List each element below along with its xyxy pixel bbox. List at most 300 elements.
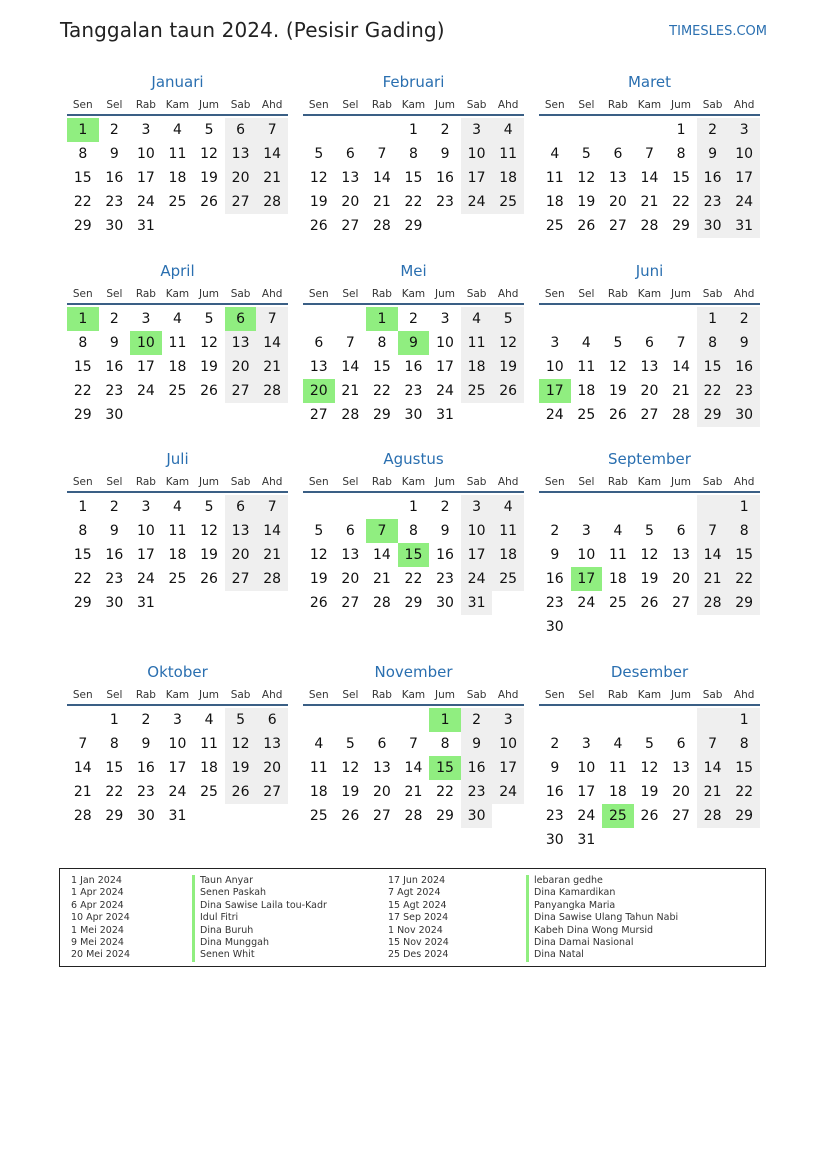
day-cell: 11 bbox=[608, 547, 627, 563]
holiday-entry: Dina Natal bbox=[526, 949, 678, 961]
day-cell: 6 bbox=[345, 146, 355, 162]
day-cell: 18 bbox=[461, 355, 493, 379]
holiday-entry: Idul Fitri bbox=[192, 912, 327, 924]
day-cell: 30 bbox=[697, 214, 729, 238]
day-cell: 22 bbox=[73, 571, 92, 587]
day-cell: 14 bbox=[256, 519, 288, 543]
day-cell: 23 bbox=[136, 784, 155, 800]
day-cell: 19 bbox=[200, 547, 218, 563]
day-cell: 28 bbox=[640, 218, 659, 234]
weekday-label: Sen bbox=[72, 288, 93, 300]
day-cell: 12 bbox=[640, 760, 659, 776]
weekday-header bbox=[67, 285, 288, 303]
weekday-label: Kam bbox=[637, 99, 662, 111]
days-grid bbox=[303, 307, 524, 427]
day-cell: 18 bbox=[200, 760, 218, 776]
day-cell: 19 bbox=[492, 355, 524, 379]
day-cell: 11 bbox=[168, 335, 187, 351]
day-cell: 12 bbox=[200, 146, 218, 162]
weekday-label: Rab bbox=[371, 476, 392, 488]
day-cell: 18 bbox=[545, 194, 564, 210]
day-cell: 31 bbox=[577, 832, 596, 848]
page-title: Tanggalan taun 2024. (Pesisir Gading) bbox=[60, 18, 445, 42]
day-cell: 8 bbox=[78, 146, 88, 162]
day-cell: 11 bbox=[577, 359, 596, 375]
empty-cell bbox=[256, 403, 288, 427]
day-cell: 1 bbox=[676, 122, 686, 138]
weekday-label: Sen bbox=[308, 99, 329, 111]
day-cell: 16 bbox=[105, 547, 124, 563]
holiday-entry: 20 Mei 2024 bbox=[71, 949, 130, 961]
empty-cell bbox=[539, 708, 571, 732]
empty-cell bbox=[602, 307, 634, 331]
weekday-header bbox=[303, 686, 524, 704]
day-cell: 15 bbox=[73, 170, 92, 186]
empty-cell bbox=[634, 615, 666, 639]
day-cell: 29 bbox=[436, 808, 454, 824]
empty-cell bbox=[335, 118, 367, 142]
day-cell: 27 bbox=[225, 190, 257, 214]
day-cell: 30 bbox=[105, 407, 124, 423]
day-cell: 29 bbox=[697, 403, 729, 427]
day-cell: 10 bbox=[130, 331, 162, 355]
day-cell: 18 bbox=[492, 166, 524, 190]
day-cell: 25 bbox=[309, 808, 328, 824]
weekday-label: Kam bbox=[165, 288, 190, 300]
day-cell: 15 bbox=[398, 543, 430, 567]
day-cell: 8 bbox=[109, 736, 119, 752]
day-cell: 20 bbox=[372, 784, 391, 800]
day-cell: 10 bbox=[461, 142, 493, 166]
weekday-label: Rab bbox=[371, 99, 392, 111]
day-cell: 4 bbox=[613, 523, 623, 539]
day-cell: 7 bbox=[377, 146, 387, 162]
day-cell: 9 bbox=[550, 547, 560, 563]
day-cell: 24 bbox=[136, 194, 155, 210]
holiday-entry: 10 Apr 2024 bbox=[71, 912, 130, 924]
day-cell: 12 bbox=[225, 732, 257, 756]
empty-cell bbox=[665, 615, 697, 639]
weekday-label: Sen bbox=[544, 476, 565, 488]
day-cell: 27 bbox=[608, 218, 627, 234]
day-cell: 29 bbox=[372, 407, 391, 423]
day-cell: 24 bbox=[461, 567, 493, 591]
header-rule bbox=[303, 303, 524, 305]
month-title: Juni bbox=[635, 262, 664, 280]
weekday-label: Sen bbox=[544, 689, 565, 701]
day-cell: 9 bbox=[440, 146, 450, 162]
day-cell: 27 bbox=[225, 567, 257, 591]
weekday-label: Kam bbox=[165, 99, 190, 111]
empty-cell bbox=[634, 708, 666, 732]
day-cell: 7 bbox=[366, 519, 398, 543]
weekday-label: Sel bbox=[106, 288, 123, 300]
month-title: Desember bbox=[610, 663, 689, 681]
empty-cell bbox=[193, 214, 225, 238]
day-cell: 23 bbox=[461, 780, 493, 804]
empty-cell bbox=[429, 214, 461, 238]
day-cell: 17 bbox=[539, 379, 571, 403]
day-cell: 12 bbox=[200, 335, 218, 351]
day-cell: 16 bbox=[136, 760, 155, 776]
holiday-entry: 7 Agt 2024 bbox=[388, 887, 441, 899]
day-cell: 8 bbox=[728, 732, 760, 756]
day-cell: 29 bbox=[728, 591, 760, 615]
day-cell: 22 bbox=[105, 784, 124, 800]
day-cell: 3 bbox=[581, 523, 591, 539]
day-cell: 4 bbox=[204, 712, 214, 728]
day-cell: 4 bbox=[173, 122, 182, 138]
day-cell: 28 bbox=[372, 595, 391, 611]
day-cell: 12 bbox=[608, 359, 627, 375]
day-cell: 26 bbox=[200, 571, 218, 587]
month-title: Mei bbox=[400, 262, 427, 280]
weekday-label: Sel bbox=[342, 99, 359, 111]
empty-cell bbox=[225, 804, 257, 828]
holiday-entry: Dina Damai Nasional bbox=[526, 937, 678, 949]
day-cell: 13 bbox=[225, 331, 257, 355]
day-cell: 19 bbox=[608, 383, 627, 399]
weekday-label: Kam bbox=[401, 99, 426, 111]
holiday-entry: Panyangka Maria bbox=[526, 900, 678, 912]
day-cell: 24 bbox=[436, 383, 454, 399]
days-grid bbox=[539, 307, 760, 427]
weekday-label: Kam bbox=[637, 288, 662, 300]
day-cell: 12 bbox=[309, 170, 328, 186]
day-cell: 21 bbox=[640, 194, 659, 210]
empty-cell bbox=[303, 495, 335, 519]
day-cell: 23 bbox=[545, 808, 564, 824]
month-title: Agustus bbox=[383, 450, 444, 468]
day-cell: 13 bbox=[672, 547, 690, 563]
empty-cell bbox=[366, 118, 398, 142]
day-cell: 18 bbox=[608, 784, 627, 800]
day-cell: 15 bbox=[404, 170, 423, 186]
day-cell: 13 bbox=[225, 142, 257, 166]
empty-cell bbox=[303, 307, 335, 331]
day-cell: 4 bbox=[173, 499, 182, 515]
day-cell: 27 bbox=[309, 407, 328, 423]
day-cell: 5 bbox=[204, 311, 214, 327]
day-cell: 23 bbox=[105, 571, 124, 587]
day-cell: 9 bbox=[398, 331, 430, 355]
holiday-entry: Dina Sawise Laila tou-Kadr bbox=[192, 900, 327, 912]
day-cell: 31 bbox=[168, 808, 187, 824]
empty-cell bbox=[256, 591, 288, 615]
weekday-label: Sel bbox=[342, 689, 359, 701]
month-mei bbox=[303, 261, 524, 427]
day-cell: 17 bbox=[571, 567, 603, 591]
day-cell: 7 bbox=[78, 736, 88, 752]
day-cell: 26 bbox=[577, 218, 596, 234]
day-cell: 30 bbox=[404, 407, 423, 423]
weekday-label: Ahd bbox=[733, 99, 755, 111]
day-cell: 21 bbox=[372, 571, 391, 587]
empty-cell bbox=[366, 708, 398, 732]
weekday-label: Rab bbox=[371, 689, 392, 701]
day-cell: 25 bbox=[608, 595, 627, 611]
weekday-label: Sel bbox=[578, 476, 595, 488]
day-cell: 23 bbox=[404, 383, 423, 399]
header-rule bbox=[539, 114, 760, 116]
day-cell: 8 bbox=[78, 335, 88, 351]
day-cell: 26 bbox=[309, 218, 328, 234]
day-cell: 16 bbox=[404, 359, 423, 375]
weekday-label: Sel bbox=[578, 288, 595, 300]
month-maret bbox=[539, 72, 760, 238]
weekday-header bbox=[539, 96, 760, 114]
day-cell: 5 bbox=[345, 736, 355, 752]
day-cell: 27 bbox=[341, 595, 360, 611]
day-cell: 31 bbox=[136, 595, 155, 611]
weekday-label: Sel bbox=[106, 99, 123, 111]
weekday-header bbox=[67, 686, 288, 704]
day-cell: 15 bbox=[697, 355, 729, 379]
empty-cell bbox=[335, 708, 367, 732]
day-cell: 19 bbox=[200, 170, 218, 186]
empty-cell bbox=[665, 307, 697, 331]
day-cell: 24 bbox=[728, 190, 760, 214]
day-cell: 26 bbox=[200, 383, 218, 399]
weekday-header bbox=[539, 473, 760, 491]
day-cell: 25 bbox=[492, 567, 524, 591]
month-title: April bbox=[160, 262, 195, 280]
empty-cell bbox=[193, 403, 225, 427]
weekday-label: Jum bbox=[435, 288, 456, 300]
day-cell: 20 bbox=[640, 383, 659, 399]
day-cell: 10 bbox=[168, 736, 187, 752]
month-desember bbox=[539, 662, 760, 852]
day-cell: 8 bbox=[728, 519, 760, 543]
weekday-label: Sen bbox=[308, 689, 329, 701]
day-cell: 8 bbox=[409, 146, 418, 162]
day-cell: 28 bbox=[256, 379, 288, 403]
day-cell: 6 bbox=[645, 335, 654, 351]
day-cell: 22 bbox=[728, 780, 760, 804]
day-cell: 14 bbox=[256, 331, 288, 355]
day-cell: 13 bbox=[372, 760, 391, 776]
weekday-label: Sab bbox=[230, 476, 251, 488]
day-cell: 21 bbox=[341, 383, 360, 399]
day-cell: 22 bbox=[73, 194, 92, 210]
day-cell: 5 bbox=[314, 146, 324, 162]
day-cell: 11 bbox=[200, 736, 218, 752]
day-cell: 17 bbox=[577, 784, 596, 800]
day-cell: 5 bbox=[613, 335, 623, 351]
month-januari bbox=[67, 72, 288, 238]
empty-cell bbox=[571, 615, 603, 639]
day-cell: 23 bbox=[436, 194, 454, 210]
day-cell: 18 bbox=[608, 571, 627, 587]
month-juli bbox=[67, 449, 288, 615]
day-cell: 11 bbox=[608, 760, 627, 776]
weekday-label: Sab bbox=[466, 99, 487, 111]
day-cell: 7 bbox=[697, 519, 729, 543]
day-cell: 25 bbox=[492, 190, 524, 214]
weekday-label: Ahd bbox=[261, 689, 283, 701]
day-cell: 17 bbox=[461, 543, 493, 567]
weekday-label: Sab bbox=[230, 99, 251, 111]
day-cell: 15 bbox=[728, 756, 760, 780]
weekday-header bbox=[303, 285, 524, 303]
header-rule bbox=[67, 114, 288, 116]
month-oktober bbox=[67, 662, 288, 828]
weekday-header bbox=[67, 473, 288, 491]
weekday-label: Rab bbox=[135, 288, 156, 300]
day-cell: 3 bbox=[728, 118, 760, 142]
day-cell: 25 bbox=[577, 407, 596, 423]
day-cell: 20 bbox=[225, 543, 257, 567]
weekday-label: Kam bbox=[165, 476, 190, 488]
holiday-entry: Dina Sawise Ulang Tahun Nabi bbox=[526, 912, 678, 924]
day-cell: 13 bbox=[672, 760, 690, 776]
weekday-label: Ahd bbox=[497, 99, 519, 111]
day-cell: 1 bbox=[697, 307, 729, 331]
day-cell: 14 bbox=[256, 142, 288, 166]
holiday-dates-left bbox=[71, 875, 130, 962]
day-cell: 21 bbox=[372, 194, 391, 210]
holiday-entry: 25 Des 2024 bbox=[388, 949, 449, 961]
day-cell: 25 bbox=[602, 804, 634, 828]
empty-cell bbox=[602, 495, 634, 519]
empty-cell bbox=[539, 307, 571, 331]
day-cell: 21 bbox=[672, 383, 690, 399]
holiday-entry: Dina Buruh bbox=[192, 925, 327, 937]
empty-cell bbox=[571, 118, 603, 142]
day-cell: 17 bbox=[136, 359, 155, 375]
days-grid bbox=[67, 495, 288, 615]
month-title: Januari bbox=[151, 73, 204, 91]
day-cell: 5 bbox=[204, 122, 214, 138]
day-cell: 13 bbox=[309, 359, 328, 375]
day-cell: 4 bbox=[314, 736, 324, 752]
weekday-label: Kam bbox=[401, 288, 426, 300]
day-cell: 11 bbox=[168, 523, 187, 539]
day-cell: 26 bbox=[640, 595, 659, 611]
day-cell: 1 bbox=[409, 499, 418, 515]
weekday-label: Rab bbox=[135, 99, 156, 111]
day-cell: 28 bbox=[256, 567, 288, 591]
day-cell: 18 bbox=[168, 547, 187, 563]
day-cell: 23 bbox=[105, 194, 124, 210]
holiday-list bbox=[59, 868, 766, 967]
day-cell: 6 bbox=[256, 708, 288, 732]
empty-cell bbox=[366, 495, 398, 519]
weekday-label: Ahd bbox=[497, 689, 519, 701]
day-cell: 27 bbox=[672, 595, 690, 611]
empty-cell bbox=[728, 828, 760, 852]
day-cell: 3 bbox=[141, 311, 151, 327]
weekday-label: Sen bbox=[72, 99, 93, 111]
month-agustus bbox=[303, 449, 524, 615]
empty-cell bbox=[665, 708, 697, 732]
empty-cell bbox=[162, 403, 194, 427]
day-cell: 19 bbox=[640, 571, 659, 587]
day-cell: 21 bbox=[697, 567, 729, 591]
days-grid bbox=[67, 118, 288, 238]
site-link[interactable]: TIMESLES.COM bbox=[669, 24, 767, 39]
day-cell: 15 bbox=[672, 170, 690, 186]
day-cell: 9 bbox=[109, 146, 119, 162]
weekday-label: Sel bbox=[578, 689, 595, 701]
day-cell: 7 bbox=[345, 335, 355, 351]
header-rule bbox=[67, 491, 288, 493]
days-grid bbox=[539, 495, 760, 639]
day-cell: 29 bbox=[73, 595, 92, 611]
day-cell: 10 bbox=[136, 146, 155, 162]
day-cell: 21 bbox=[256, 166, 288, 190]
day-cell: 27 bbox=[225, 379, 257, 403]
days-grid bbox=[303, 118, 524, 238]
day-cell: 30 bbox=[136, 808, 155, 824]
day-cell: 22 bbox=[73, 383, 92, 399]
day-cell: 29 bbox=[73, 218, 92, 234]
weekday-label: Sab bbox=[466, 689, 487, 701]
day-cell: 30 bbox=[105, 595, 124, 611]
empty-cell bbox=[398, 708, 430, 732]
weekday-label: Jum bbox=[671, 689, 692, 701]
day-cell: 24 bbox=[545, 407, 564, 423]
day-cell: 24 bbox=[168, 784, 187, 800]
day-cell: 21 bbox=[404, 784, 423, 800]
day-cell: 26 bbox=[640, 808, 659, 824]
empty-cell bbox=[335, 495, 367, 519]
day-cell: 18 bbox=[168, 170, 187, 186]
day-cell: 5 bbox=[492, 307, 524, 331]
day-cell: 14 bbox=[672, 359, 690, 375]
day-cell: 2 bbox=[697, 118, 729, 142]
day-cell: 25 bbox=[168, 194, 187, 210]
empty-cell bbox=[697, 495, 729, 519]
weekday-label: Rab bbox=[371, 288, 392, 300]
day-cell: 8 bbox=[78, 523, 88, 539]
day-cell: 9 bbox=[440, 523, 450, 539]
day-cell: 24 bbox=[136, 571, 155, 587]
empty-cell bbox=[303, 708, 335, 732]
holiday-entry: 1 Nov 2024 bbox=[388, 924, 443, 936]
day-cell: 2 bbox=[728, 307, 760, 331]
day-cell: 16 bbox=[545, 784, 564, 800]
day-cell: 7 bbox=[697, 732, 729, 756]
day-cell: 11 bbox=[492, 519, 524, 543]
day-cell: 6 bbox=[345, 523, 355, 539]
weekday-header bbox=[67, 96, 288, 114]
day-cell: 19 bbox=[309, 571, 328, 587]
day-cell: 16 bbox=[436, 170, 454, 186]
day-cell: 11 bbox=[545, 170, 564, 186]
day-cell: 6 bbox=[225, 118, 257, 142]
weekday-label: Jum bbox=[199, 689, 220, 701]
day-cell: 3 bbox=[492, 708, 524, 732]
day-cell: 22 bbox=[436, 784, 454, 800]
day-cell: 2 bbox=[141, 712, 151, 728]
weekday-label: Kam bbox=[637, 689, 662, 701]
day-cell: 1 bbox=[728, 495, 760, 519]
day-cell: 3 bbox=[461, 118, 493, 142]
day-cell: 21 bbox=[73, 784, 92, 800]
weekday-label: Ahd bbox=[261, 99, 283, 111]
weekday-label: Sab bbox=[466, 288, 487, 300]
empty-cell bbox=[728, 615, 760, 639]
days-grid bbox=[303, 495, 524, 615]
day-cell: 12 bbox=[640, 547, 659, 563]
day-cell: 17 bbox=[728, 166, 760, 190]
days-grid bbox=[303, 708, 524, 828]
day-cell: 30 bbox=[461, 804, 493, 828]
day-cell: 27 bbox=[640, 407, 659, 423]
empty-cell bbox=[665, 495, 697, 519]
day-cell: 14 bbox=[640, 170, 659, 186]
